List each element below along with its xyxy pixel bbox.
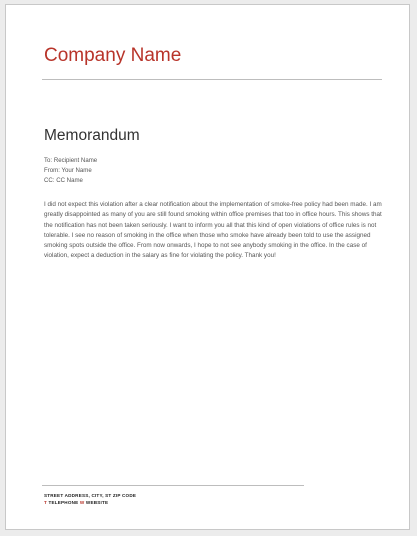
- memo-meta: [44, 156, 97, 187]
- footer-address: STREET ADDRESS, CITY, ST ZIP CODE: [44, 493, 137, 498]
- memo-to: To: Recipient Name: [44, 157, 98, 164]
- footer-divider: [42, 485, 304, 486]
- company-name: Company Name: [44, 45, 182, 66]
- memo-from: From: Your Name: [44, 167, 92, 175]
- document-page: [5, 4, 410, 530]
- website-marker: W: [79, 500, 85, 505]
- footer-telephone: TELEPHONE: [48, 500, 79, 505]
- memo-cc: CC: CC Name: [44, 177, 83, 185]
- memo-title: Memorandum: [44, 127, 140, 144]
- header-divider: [42, 79, 382, 80]
- memo-body: I did not expect this violation after a clear notification about the implementation of smoke-free policy had been made. I am greatly disappointed as many of you are still found smoking within office premises that too in office hours. This shows that the notification has not been taken seriously. I want to inform you all that this kind of open violations of office rules is not tolerable. I see no reason of smoking in the office when those who smoke have already been told to use the assigned smoking spots outside the office. From now onwards, I hope to not see anybody smoking in the office. In the case of violation, expect a deduction in the salary as fine for violating the policy. Thank you!: [44, 201, 382, 260]
- footer: [44, 492, 136, 506]
- telephone-marker: T: [44, 500, 48, 505]
- footer-contact: [44, 499, 136, 506]
- footer-website: WEBSITE: [85, 500, 109, 505]
